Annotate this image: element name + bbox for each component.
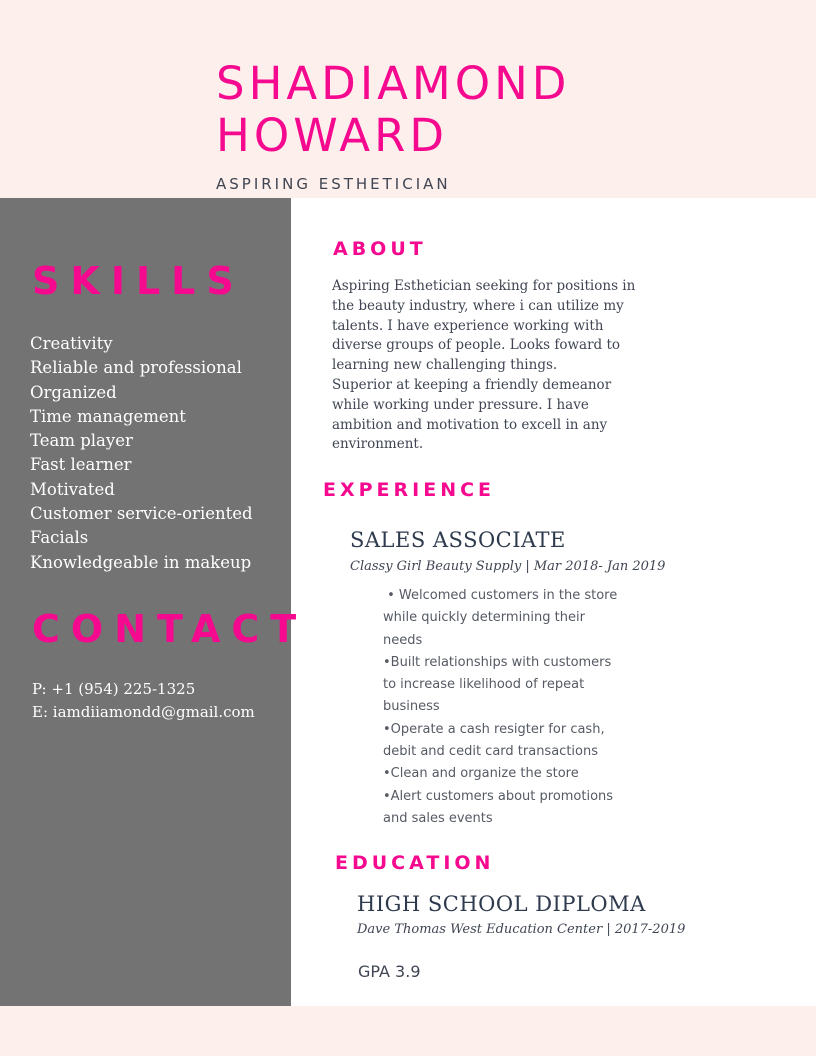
contact-heading: CONTACT (32, 607, 308, 651)
job-duties-list (383, 585, 617, 830)
skill-item: Creativity (30, 334, 113, 353)
duty-line: •Clean and organize the store (383, 766, 579, 782)
duty-line: and sales events (383, 810, 493, 826)
duty-line: •Built relationships with customers (383, 654, 612, 670)
job-employer-dates: Classy Girl Beauty Supply | Mar 2018- Jan 2019 (350, 559, 666, 574)
duty-line: while quickly determining their (383, 610, 585, 626)
job-subtitle: ASPIRING ESTHETICIAN (216, 175, 451, 193)
skill-item: Knowledgeable in makeup (30, 552, 252, 572)
name-line-1: SHADIAMOND (216, 57, 571, 110)
duty-line: debit and cedit card transactions (383, 744, 598, 760)
about-line: diverse groups of people. Looks foward to (332, 337, 621, 354)
about-line: environment. (332, 436, 424, 453)
contact-block (32, 678, 255, 724)
skill-item: Organized (30, 382, 117, 402)
about-line: learning new challenging things. (332, 357, 558, 374)
duty-line: •Operate a cash resigter for cash, (383, 721, 605, 737)
skill-item: Time management (30, 406, 186, 426)
education-title: HIGH SCHOOL DIPLOMA (357, 892, 646, 916)
education-school-dates: Dave Thomas West Education Center | 2017-2019 (357, 922, 686, 937)
contact-phone: P: +1 (954) 225-1325 (32, 680, 196, 698)
skill-item: Reliable and professional (30, 358, 242, 378)
gpa: GPA 3.9 (358, 962, 421, 981)
skills-heading: SKILLS (32, 259, 245, 303)
duty-line: needs (383, 632, 423, 648)
experience-heading: EXPERIENCE (323, 479, 496, 501)
job-title: SALES ASSOCIATE (350, 528, 566, 552)
about-line: talents. I have experience working with (332, 317, 604, 334)
about-line: while working under pressure. I have (332, 396, 589, 413)
name-line-2: HOWARD (216, 109, 448, 162)
skill-item: Customer service-oriented (30, 504, 253, 524)
skills-list (30, 332, 253, 575)
about-text (332, 277, 692, 455)
contact-email[interactable]: E: iamdiiamondd@gmail.com (32, 703, 255, 721)
skill-item: Fast learner (30, 455, 132, 475)
about-heading: ABOUT (333, 238, 427, 260)
duty-line: •Alert customers about promotions (383, 788, 614, 804)
about-line: Aspiring Esthetician seeking for positions in (332, 278, 636, 294)
about-line: ambition and motivation to excell in any (332, 416, 608, 433)
about-line: Superior at keeping a friendly demeanor (332, 376, 612, 393)
duty-line: business (383, 699, 440, 715)
duty-line: to increase likelihood of repeat (383, 677, 585, 693)
candidate-name (216, 58, 570, 162)
duty-line: • Welcomed customers in the store (383, 588, 618, 603)
about-line: the beauty industry, where i can utilize my (332, 297, 624, 314)
skill-item: Team player (30, 431, 133, 451)
skill-item: Facials (30, 528, 89, 548)
skill-item: Motivated (30, 479, 115, 499)
education-heading: EDUCATION (335, 852, 495, 874)
sidebar-panel (0, 198, 291, 1006)
